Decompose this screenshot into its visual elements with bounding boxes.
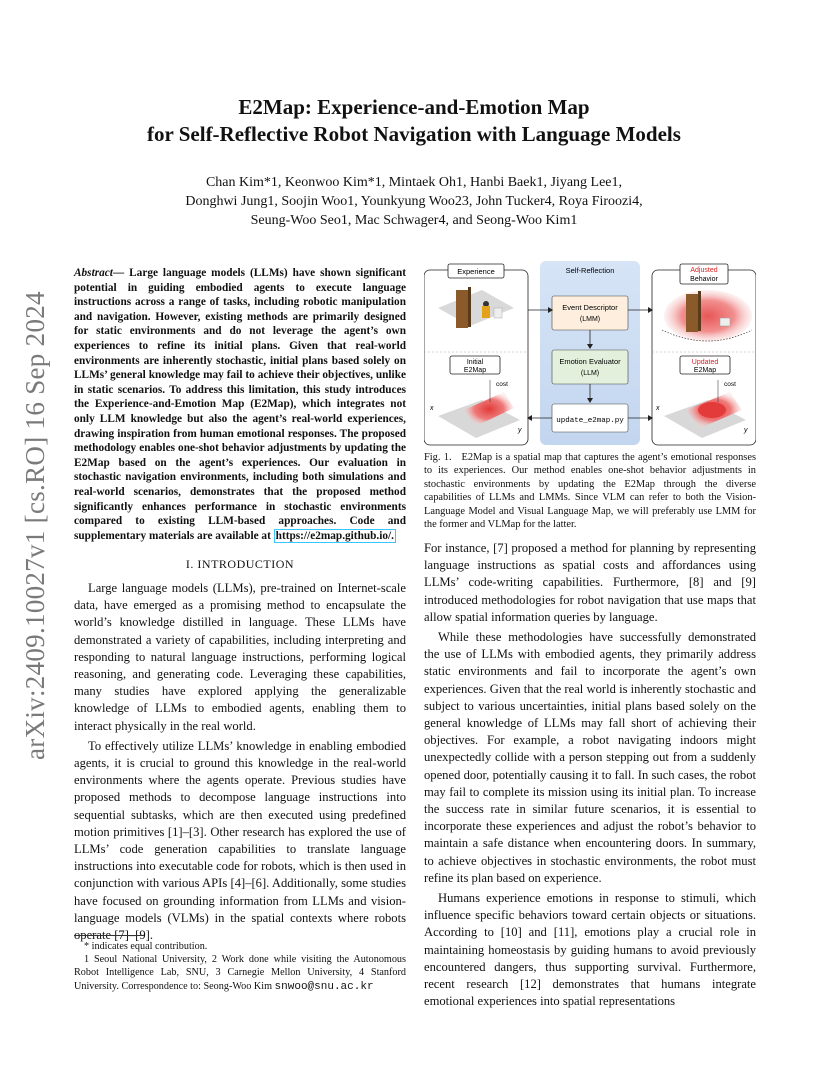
intro-paragraph-1: Large language models (LLMs), pre-trained on Internet-scale data, have emerged as a promising method to encapsulate the world’s knowledge distilled in language. These LLMs have demonstrated a variety of capabilities, including interpreting and responding to natural language instructions, performing logical reasoning, and generating code. Leveraging these capabilities, many studies have explored applying the generalizable knowledge of LLMs to embodied agents, enabling them to interact physically in the real world. bbox=[74, 581, 406, 733]
event-descriptor-box bbox=[552, 296, 628, 330]
abstract bbox=[74, 266, 406, 543]
updated-x-axis-label: x bbox=[656, 405, 660, 412]
emotion-evaluator-box bbox=[552, 350, 628, 384]
update-function-name: update_e2map.py bbox=[556, 417, 624, 425]
updated-cost-axis-label: cost bbox=[724, 381, 736, 388]
authors-line-1: Chan Kim*1, Keonwoo Kim*1, Mintaek Oh1, Hanbi Baek1, Jiyang Lee1, bbox=[205, 175, 623, 190]
event-descriptor-title: Event Descriptor bbox=[562, 303, 618, 312]
author-list bbox=[130, 173, 698, 230]
event-descriptor-model: (LMM) bbox=[579, 316, 601, 323]
intro-paragraph-2: To effectively utilize LLMs’ knowledge in enabling embodied agents, it is crucial to ground this knowledge in the real-world environments where the agents operate. Previous studies have proposed methods to decompose language instructions into sequential subtasks, which are then executed using predefined motion primitives [1]–[3]. Other research has explored the use of LLMs’ code generation capabilities to translate language instructions into executable code for robots, which is then used in conjunction with various APIs [4]–[6]. Additionally, some studies have focused on grounding information from LLMs and vision-language models (VLMs) in the spatial contexts where robots operate [7]–[9]. bbox=[74, 738, 406, 943]
adjusted-label-1: Adjusted bbox=[690, 267, 718, 274]
right-paragraph-3: Humans experience emotions in response to stimuli, which influence specific behaviors toward certain objects or situations. According to [10] and [11], emotions play a crucial role in maintaining homeostasis by guiding humans to avoid previously encountered dangers, thus supporting survival. Furthermore, recent research [12] demonstrates that humans integrate emotional experiences into spatial representations bbox=[424, 891, 756, 1009]
footnote-rule bbox=[74, 935, 144, 936]
emotion-evaluator-title: Emotion Evaluator bbox=[559, 357, 621, 366]
title-line-2: for Self-Reflective Robot Navigation with Language Models bbox=[147, 122, 681, 146]
self-reflection-label: Self-Reflection bbox=[565, 266, 615, 275]
authors-line-3: Seung-Woo Seo1, Mac Schwager4, and Seong-Woo Kim1 bbox=[250, 213, 578, 228]
experience-label: Experience bbox=[457, 267, 495, 276]
correspondence-email[interactable]: snwoo@snu.ac.kr bbox=[274, 980, 374, 993]
footnote-affiliations: 1 Seoul National University, 2 Work done while visiting the Autonomous Robot Intelligence Lab, SNU, 3 Carnegie Mellon University, 4 Stanford University. Correspondence to: Seong-Woo Kim snwoo@snu.ac.kr bbox=[74, 954, 406, 993]
initial-y-axis-label: y bbox=[518, 427, 522, 434]
abstract-lead: Abstract bbox=[74, 267, 113, 279]
right-paragraph-1: For instance, [7] proposed a method for planning by representing language instructions as spatial costs and affordances using LLMs’ code-writing capabilities. Furthermore, [8] and [9] introduced methodologies for robot navigation that use maps that allow spatial information queries by language. bbox=[424, 541, 756, 624]
figure-1-diagram bbox=[424, 260, 756, 446]
right-paragraph-2: While these methodologies have successfully demonstrated the use of LLMs with embodied agents, they primarily address static environments and fail to incorporate the agent’s own experiences. Given that the real world is inherently stochastic and subject to various uncertainties, initial plans based solely on the general knowledge of LLMs may fall short of achieving their objectives. For example, a robot navigating indoors might unexpectedly collide with a person stepping out from a suddenly opened door, potentially causing it to fall. In such cases, the robot may fail to complete its mission using its initial plan. To increase the success rate in similar future scenarios, it is essential to incorporate these experiences and adjust the robot’s behavior to maintain a safe distance when encountering doors. In summary, to achieve objectives in stochastic environments, the robot must refine its plan based on experience. bbox=[424, 630, 756, 885]
figure-1-caption-text: E2Map is a spatial map that captures the agent’s emotional responses to its experiences. Our method enables one-shot behavior adjustments in stochastic environments by updating the E2Map through the diverse capabilities of LLMs and LMMs. Since VLM can refer to both the Vision-Language Model and Visual Language Map, we will preferably use LMM for the former and VLMap for the latter. bbox=[424, 452, 756, 531]
updated-y-axis-label: y bbox=[744, 427, 748, 434]
authors-line-2: Donghwi Jung1, Soojin Woo1, Younkyung Woo23, John Tucker4, Roya Firoozi4, bbox=[185, 194, 643, 209]
footnotes bbox=[74, 940, 406, 994]
emotion-evaluator-model: (LLM) bbox=[580, 370, 600, 377]
figure-1-caption bbox=[424, 451, 756, 531]
figure-1 bbox=[424, 260, 756, 446]
initial-e2map-label-2: E2Map bbox=[463, 367, 487, 374]
section-heading-introduction: I. INTRODUCTION bbox=[185, 557, 295, 571]
initial-x-axis-label: x bbox=[430, 405, 434, 412]
arxiv-identifier: arXiv:2409.10027v1 [cs.RO] 16 Sep 2024 bbox=[20, 291, 50, 760]
paper-title bbox=[100, 94, 728, 148]
title-line-1: E2Map: Experience-and-Emotion Map bbox=[238, 95, 590, 119]
supplementary-link[interactable]: https://e2map.github.io/. bbox=[275, 529, 394, 542]
figure-1-caption-label: Fig. 1. bbox=[424, 452, 452, 463]
initial-cost-axis-label: cost bbox=[496, 381, 508, 388]
adjusted-label-2: Behavior bbox=[690, 276, 718, 283]
updated-e2map-label-1: Updated bbox=[691, 359, 719, 366]
abstract-body: — Large language models (LLMs) have shown significant potential in guiding embodied agents to execute language instructions across a range of tasks, including robotic manipulation and navigation. However, existing methods are primarily designed for static environments and do not leverage the agent’s own experiences to refine its initial plans. Given that real-world environments are inherently stochastic, initial plans based solely on LLMs’ general knowledge may fail to achieve their objectives, unlike in static scenarios. To address this limitation, this study introduces the Experience-and-Emotion Map (E2Map), which integrates not only LLM knowledge but also the agent’s real-world experiences, drawing inspiration from human emotional responses. The proposed methodology enables one-shot behavior adjustments by updating the E2Map based on the agent’s experiences. Our evaluation in stochastic navigation environments, including both simulations and real-world scenarios, demonstrates that the proposed method significantly enhances performance in stochastic environments compared to existing LLM-based approaches. Code and supplementary materials are available at bbox=[74, 267, 406, 542]
updated-e2map-label-2: E2Map bbox=[693, 367, 717, 374]
footnote-equal-contribution: * indicates equal contribution. bbox=[84, 941, 208, 952]
intro-body bbox=[74, 580, 406, 944]
right-column-body bbox=[424, 540, 756, 1010]
initial-e2map-label-1: Initial bbox=[466, 359, 484, 366]
